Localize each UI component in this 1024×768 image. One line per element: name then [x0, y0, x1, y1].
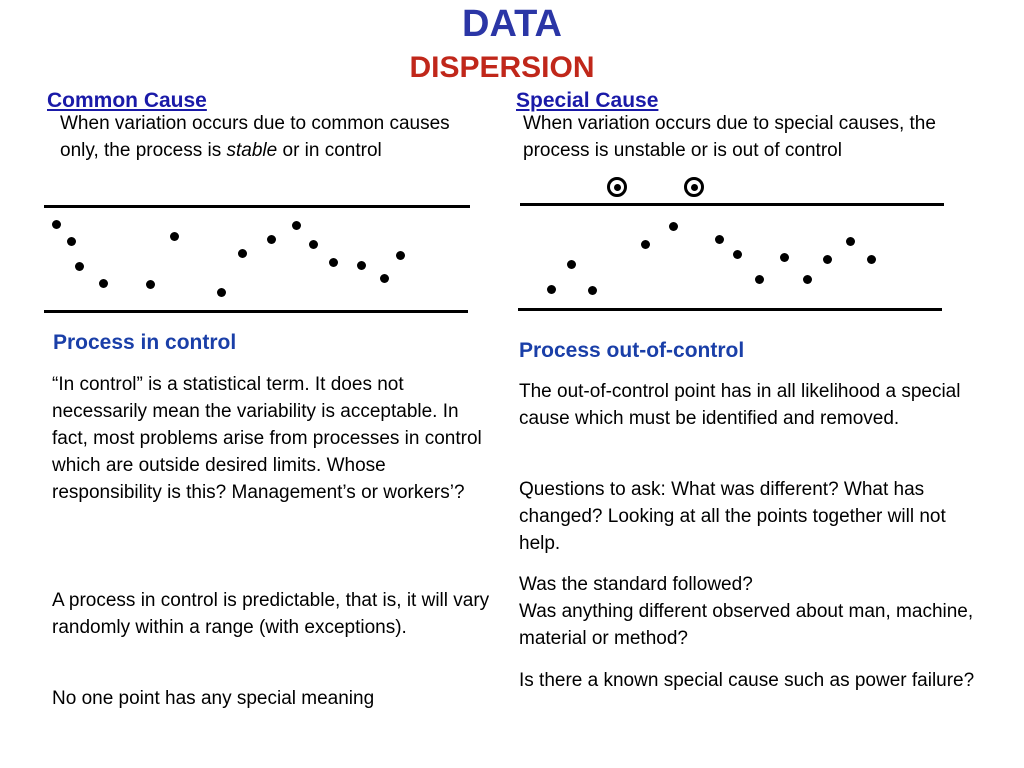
process-out-of-control-title: Process out-of-control [519, 339, 745, 362]
known-cause-paragraph: Is there a known special cause such as power failure? [519, 670, 975, 691]
standard-paragraph: Was the standard followed? Was anything different observed about man, machine, material or method? [519, 574, 974, 649]
data-point [733, 250, 742, 259]
data-point [803, 275, 812, 284]
intro-text-end: or in control [277, 140, 382, 161]
data-point [715, 235, 724, 244]
data-point [669, 222, 678, 231]
data-point [823, 255, 832, 264]
out-of-control-point [684, 177, 704, 197]
intro-text: When variation occurs due to common causes only, the process is [60, 113, 450, 161]
page-subtitle: DISPERSION [409, 51, 595, 84]
questions-paragraph: Questions to ask: What was different? What has changed? Looking at all the points together will not help. [519, 479, 946, 554]
out-of-control-point [607, 177, 627, 197]
out-of-control-paragraph: The out-of-control point has in all likelihood a special cause which must be identified and removed. [519, 381, 961, 429]
special-cause-link[interactable]: Special Cause [516, 89, 659, 112]
data-point [588, 286, 597, 295]
process-in-control-title: Process in control [53, 331, 237, 354]
common-cause-link[interactable]: Common Cause [47, 89, 207, 112]
data-point [846, 237, 855, 246]
no-special-meaning-paragraph: No one point has any special meaning [52, 688, 375, 709]
lower-control-line [518, 308, 942, 311]
data-point [567, 260, 576, 269]
data-point [755, 275, 764, 284]
predictable-paragraph: A process in control is predictable, that is, it will vary randomly within a range (with exceptions). [52, 590, 490, 638]
data-point [867, 255, 876, 264]
data-point [780, 253, 789, 262]
data-point [641, 240, 650, 249]
upper-control-line [520, 203, 944, 206]
intro-emphasis: stable [226, 140, 278, 161]
in-control-paragraph: “In control” is a statistical term. It does not necessarily mean the variability is acceptable. In fact, most problems arise from processes in control which are outside desired limits. Whose responsibility is this? Management’s or workers’? [52, 374, 482, 503]
special-cause-intro: When variation occurs due to special causes, the process is unstable or is out of control [523, 113, 936, 161]
page-title: DATA [462, 3, 562, 45]
data-point [547, 285, 556, 294]
